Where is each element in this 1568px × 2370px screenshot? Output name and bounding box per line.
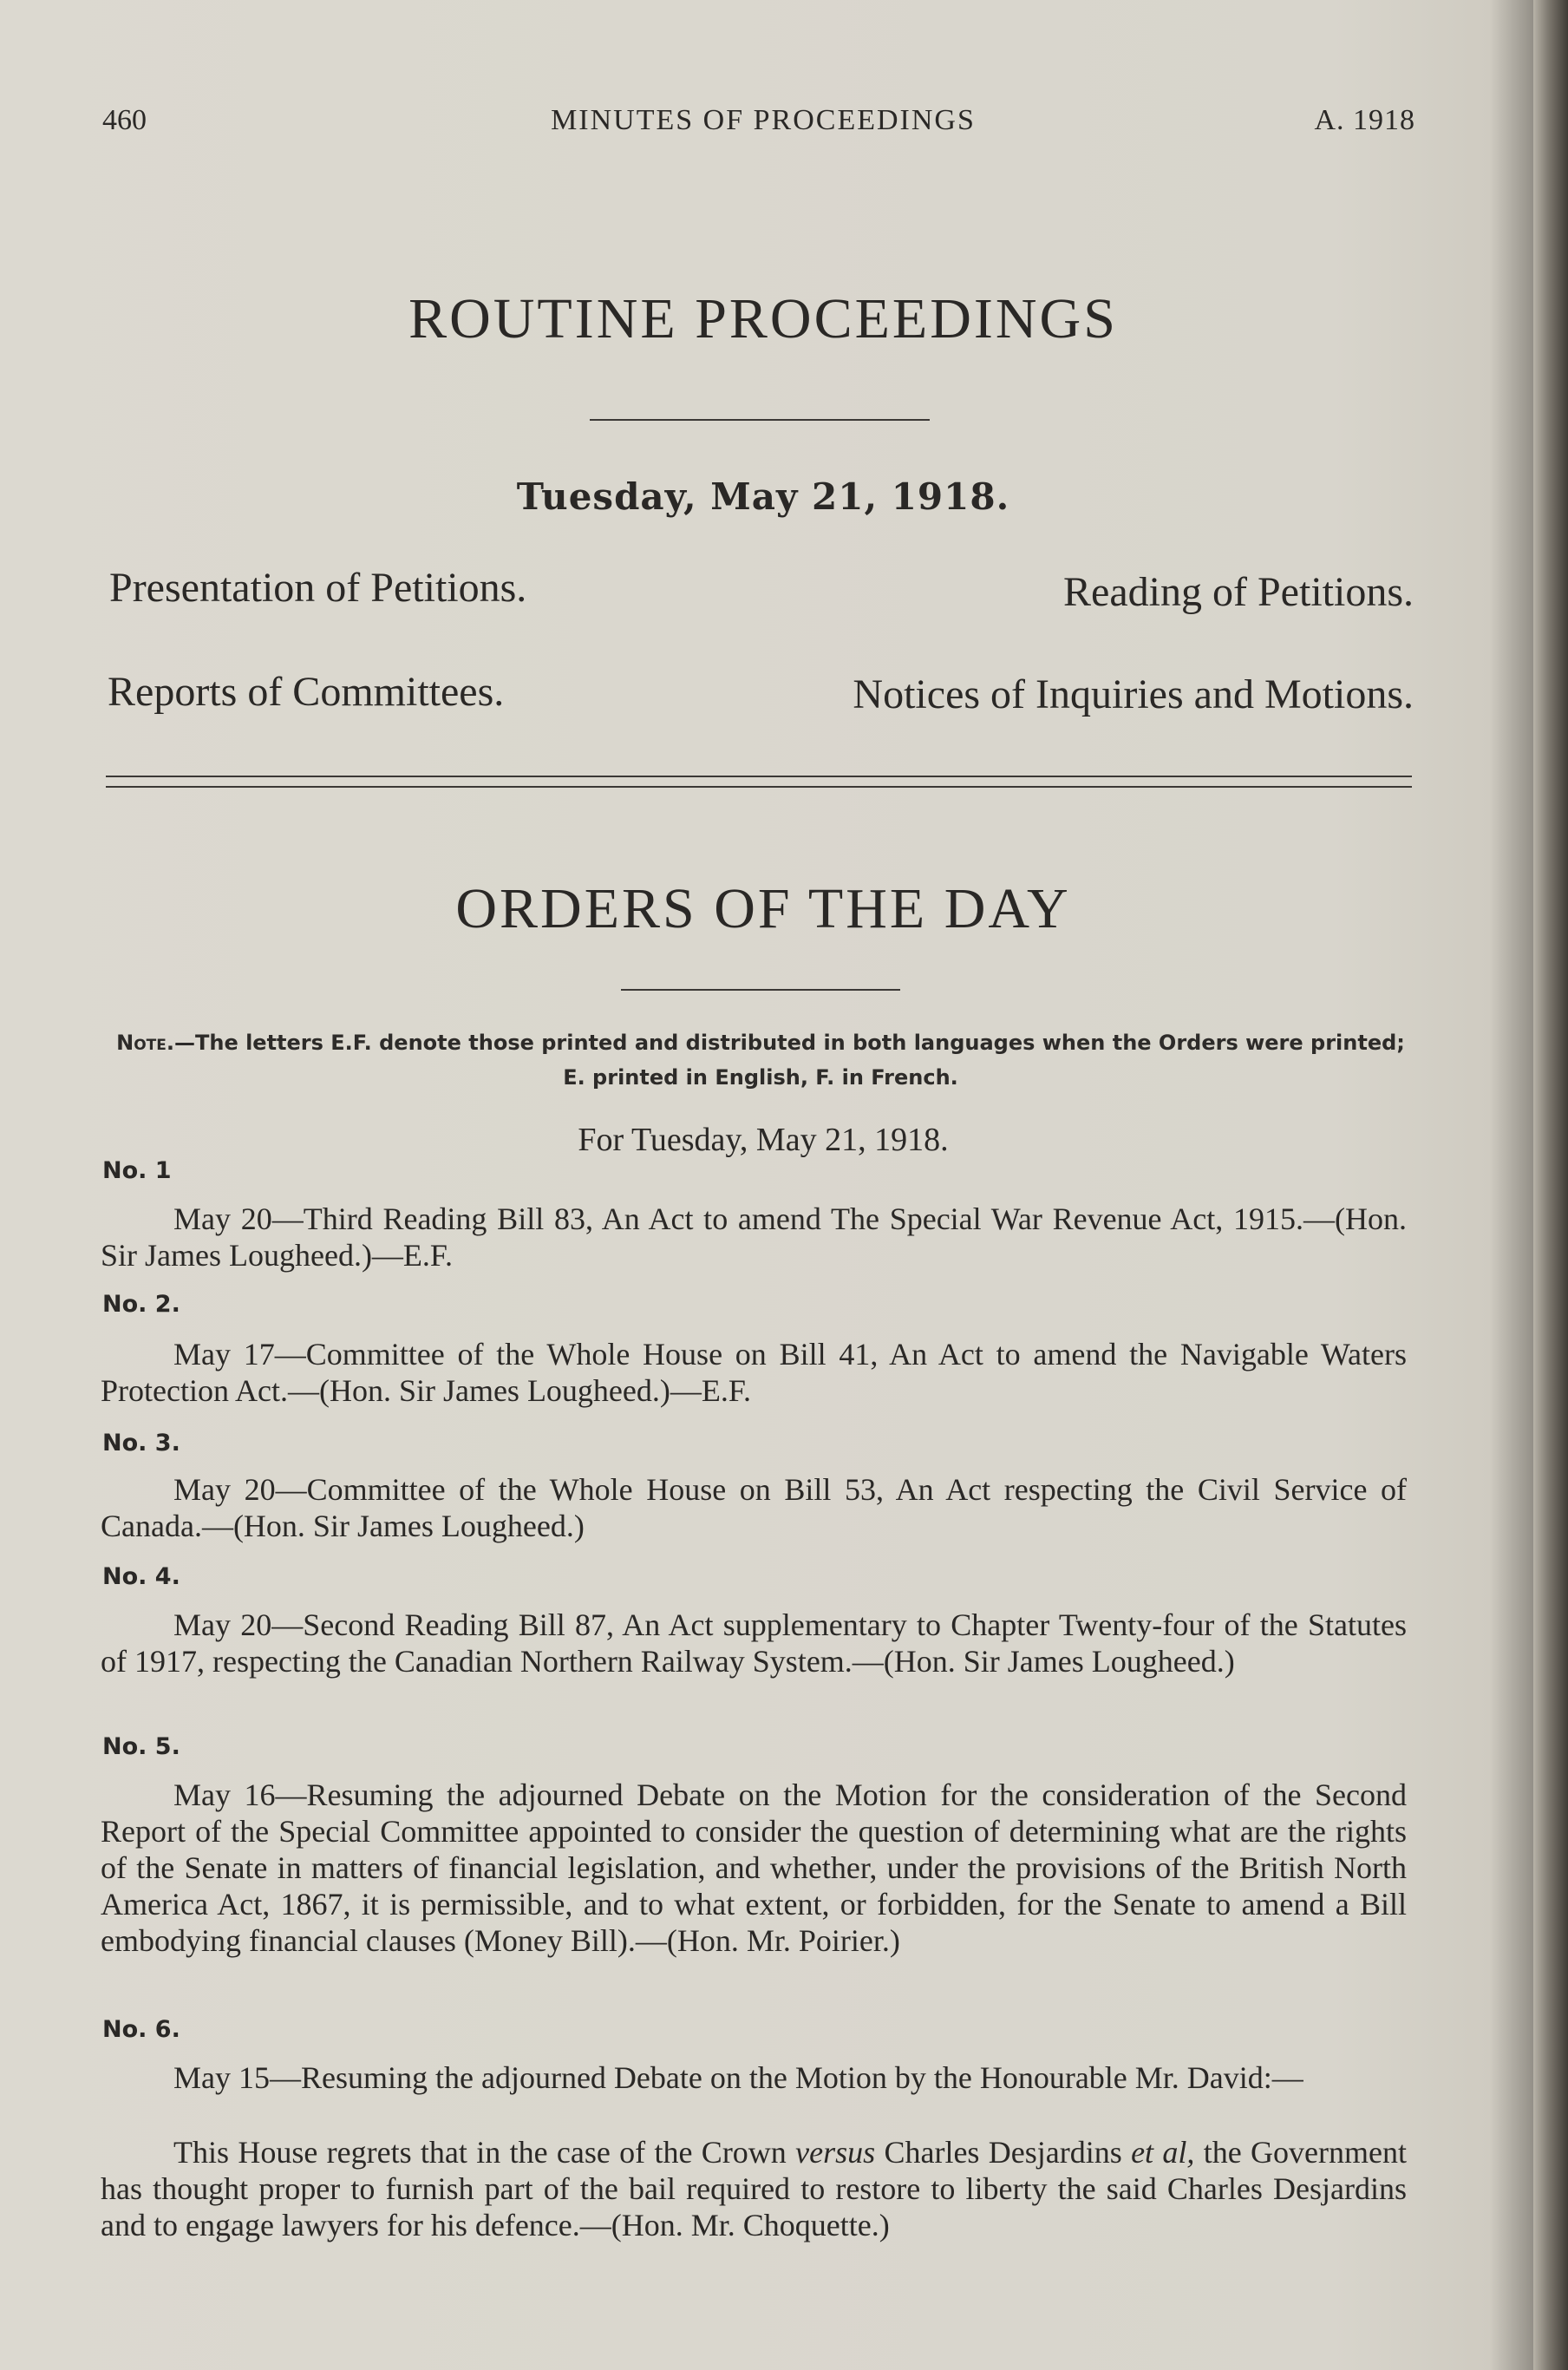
note-label: Note.	[116, 1031, 174, 1055]
order-number-5: No. 5.	[102, 1733, 180, 1760]
routine-item-presentation: Presentation of Petitions.	[109, 565, 527, 611]
order-number-4: No. 4.	[102, 1563, 180, 1590]
short-rule	[590, 419, 930, 421]
session-year: A. 1918	[1314, 104, 1415, 136]
orders-date: For Tuesday, May 21, 1918.	[578, 1122, 949, 1158]
order-text-6: May 15—Resuming the adjourned Debate on the Motion by the Honourable Mr. David:—	[173, 2060, 1303, 2095]
order-number-3: No. 3.	[102, 1430, 180, 1457]
order-number-1: No. 1	[102, 1157, 172, 1184]
motion-text	[101, 2134, 1407, 2243]
page-number: 460	[102, 104, 147, 136]
routine-item-reports: Reports of Committees.	[108, 669, 505, 715]
motion-text-mid: Charles Desjardins	[875, 2135, 1132, 2170]
short-rule-orders	[621, 989, 900, 991]
routine-item-reading: Reading of Petitions.	[1063, 569, 1414, 615]
routine-heading: ROUTINE PROCEEDINGS	[408, 287, 1118, 350]
note-body: —The letters E.F. denote those printed and distributed in both languages when the Orders were printed; E. printed in English, F. in French.	[173, 1031, 1405, 1090]
order-text-2: May 17—Committee of the Whole House on Bill 41, An Act to amend the Navigable Waters Protection Act.—(Hon. Sir James Lougheed.)—E.F.	[101, 1337, 1407, 1408]
order-text-3: May 20—Committee of the Whole House on Bill 53, An Act respecting the Civil Service of Canada.—(Hon. Sir James Lougheed.)	[101, 1472, 1407, 1543]
book-spine-shadow	[1533, 0, 1568, 2370]
order-text-4: May 20—Second Reading Bill 87, An Act supplementary to Chapter Twenty-four of the Statutes of 1917, respecting the Canadian Northern Railway System.—(Hon. Sir James Lougheed.)	[101, 1607, 1407, 1679]
double-rule	[106, 776, 1412, 788]
routine-item-notices: Notices of Inquiries and Motions.	[853, 671, 1414, 717]
order-number-6: No. 6.	[102, 2016, 180, 2043]
orders-heading: ORDERS OF THE DAY	[455, 877, 1071, 940]
motion-text-start: This House regrets that in the case of the Crown	[173, 2135, 796, 2170]
note-text	[106, 1025, 1415, 1095]
running-title: MINUTES OF PROCEEDINGS	[551, 104, 976, 136]
running-header	[0, 104, 1568, 147]
order-text-5: May 16—Resuming the adjourned Debate on the Motion for the consideration of the Second Report of the Special Committee appointed to consider the question of determining what are the rights of the Senate in matters of financial legislation, and whether, under the provisions of the British North America Act, 1867, it is permissible, and to what extent, or forbidden, for the Senate to amend a Bill embodying financial clauses (Money Bill).—(Hon. Mr. Poirier.)	[101, 1778, 1407, 1958]
order-text-1: May 20—Third Reading Bill 83, An Act to amend The Special War Revenue Act, 1915.—(Hon. Sir James Lougheed.)—E.F.	[101, 1201, 1407, 1273]
sitting-date: Tuesday, May 21, 1918.	[516, 475, 1010, 518]
motion-et-al: et al,	[1131, 2135, 1195, 2170]
motion-versus: versus	[795, 2135, 876, 2170]
order-number-2: No. 2.	[102, 1291, 180, 1318]
motion-text-end: the Government has thought proper to furnish part of the bail required to restore to liberty the said Charles Desjardins and to engage lawyers for his defence.—(Hon. Mr. Choquette.)	[101, 2135, 1407, 2242]
